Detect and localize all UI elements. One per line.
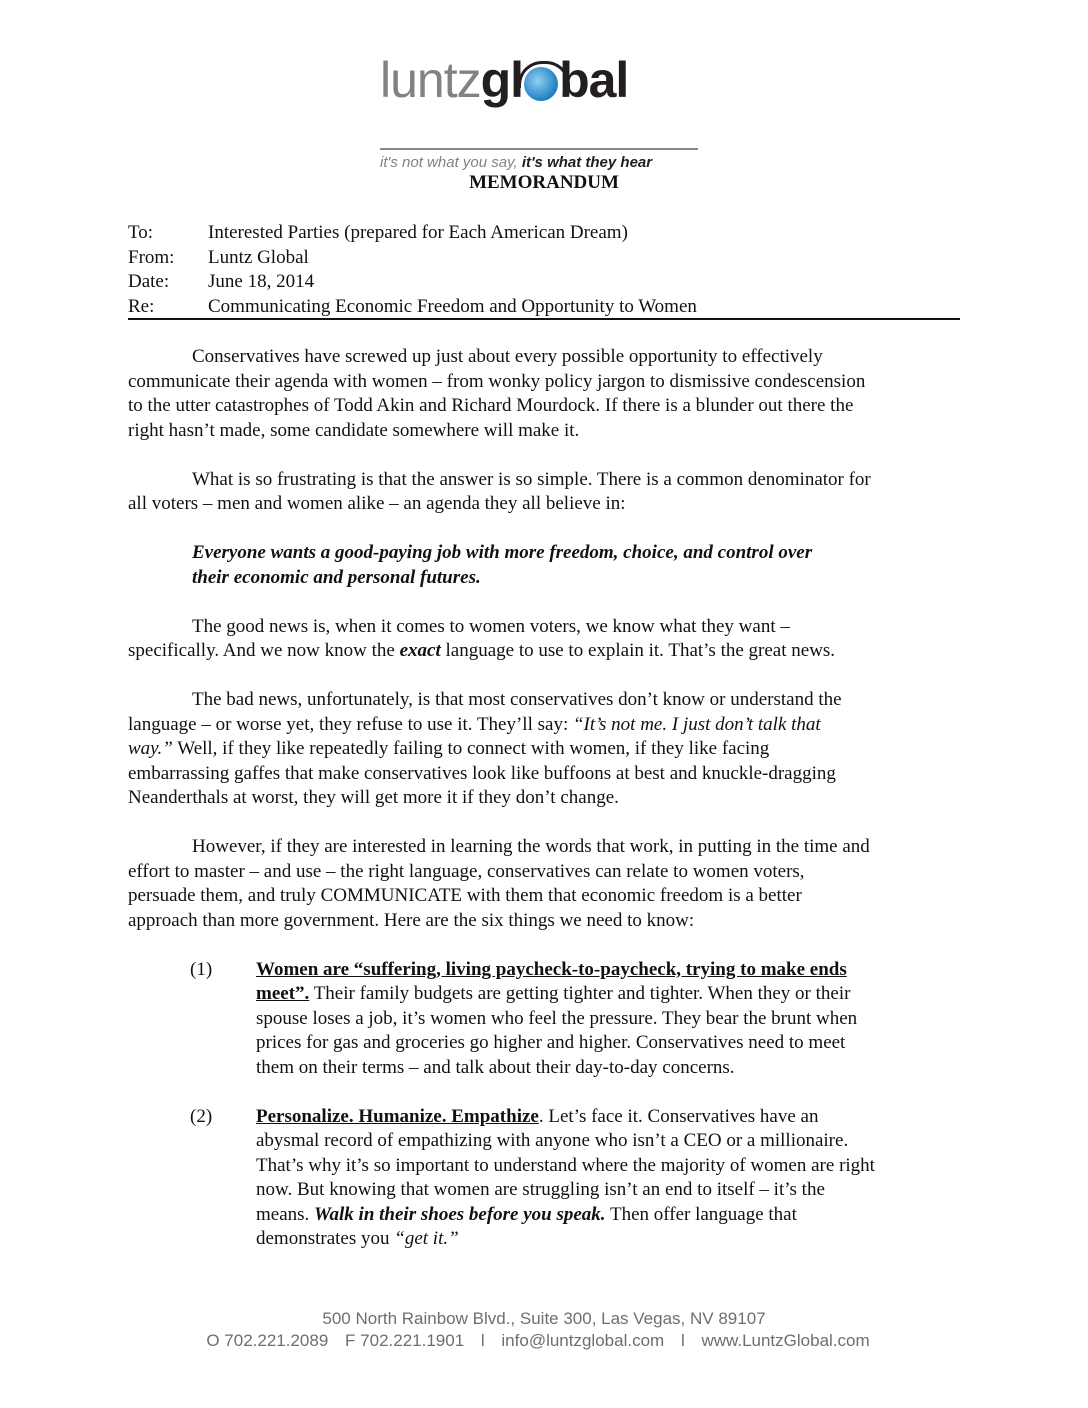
- memo-header: [128, 221, 960, 319]
- item-2-line: That’s why it’s so important to understand where the majority of women are right: [256, 1154, 875, 1176]
- item-1-line: prices for gas and groceries go higher and higher. Conservatives need to meet: [256, 1032, 846, 1053]
- logo-tagline: [380, 154, 652, 171]
- date-value: June 18, 2014: [208, 271, 315, 292]
- p4-line: embarrassing gaffes that make conservatives look like buffoons at best and knuckle-dragging: [128, 762, 836, 784]
- list-item-1: [190, 958, 960, 1081]
- p5-line: approach than more government. Here are the six things we need to know:: [128, 909, 695, 931]
- logo-divider: [380, 148, 698, 150]
- p2-line: What is so frustrating is that the answer is so simple. There is a common denominator for: [192, 468, 871, 490]
- list-number: (1): [190, 958, 213, 980]
- callout-line: their economic and personal futures.: [192, 566, 481, 588]
- item-2-emphasis: Walk in their shoes before you speak.: [314, 1203, 606, 1225]
- p4-text: language – or worse yet, they refuse to use it. They’ll say:: [128, 713, 573, 735]
- footer-contacts: [0, 1330, 1088, 1352]
- list-item-2: [190, 1105, 960, 1252]
- item-1-heading: meet”.: [256, 983, 310, 1004]
- re-label: Re:: [128, 295, 155, 317]
- list-item-text: [256, 958, 857, 1081]
- header-re-row: [128, 295, 960, 320]
- logo-word-bal: bal: [559, 52, 629, 108]
- logo-word-gl: gl: [480, 52, 524, 108]
- item-1-line: them on their terms – and talk about their day-to-day concerns.: [256, 1056, 735, 1078]
- item-1-heading: Women are “suffering, living paycheck-to-paycheck, trying to make ends: [256, 958, 847, 980]
- p5-line: persuade them, and truly COMMUNICATE with them that economic freedom is a better: [128, 885, 802, 906]
- p5-line: However, if they are interested in learning the words that work, in putting in the time and: [192, 836, 870, 857]
- footer-address: 500 North Rainbow Blvd., Suite 300, Las Vegas, NV 89107: [322, 1309, 766, 1328]
- footer-website: www.LuntzGlobal.com: [701, 1331, 870, 1350]
- footer-separator: l: [680, 1331, 685, 1350]
- paragraph-3: [128, 615, 960, 664]
- p1-line: to the utter catastrophes of Todd Akin and Richard Mourdock. If there is a blunder out there the: [128, 395, 854, 416]
- memo-body: [128, 345, 960, 1276]
- key-message-callout: [192, 541, 960, 590]
- paragraph-2: [128, 468, 960, 517]
- logo-wordmark: [380, 50, 628, 110]
- footer-separator: l: [480, 1331, 485, 1350]
- item-2-quote: “get it.”: [394, 1228, 459, 1249]
- tagline-part-1: it's not what you say,: [380, 154, 518, 171]
- item-2-text: means.: [256, 1203, 315, 1225]
- date-label: Date:: [128, 271, 170, 292]
- item-2-text: . Let’s face it. Conservatives have an: [538, 1105, 819, 1127]
- p1-line: Conservatives have screwed up just about every possible opportunity to effectively: [192, 346, 823, 367]
- tagline-part-2: it's what they hear: [521, 154, 653, 171]
- to-label: To:: [128, 222, 154, 243]
- p3-emphasis: exact: [399, 640, 441, 661]
- item-2-text: demonstrates you: [256, 1228, 395, 1249]
- header-date-row: [128, 270, 960, 295]
- p1-line: right hasn’t made, some candidate somewhere will make it.: [128, 419, 580, 441]
- item-2-line: now. But knowing that women are struggling isn’t an end to itself – it’s the: [256, 1179, 825, 1200]
- item-2-text: Then offer language that: [605, 1203, 797, 1225]
- p4-quote: way.”: [128, 738, 173, 759]
- p4-text: Well, if they like repeatedly failing to connect with women, if they like facing: [172, 738, 770, 759]
- footer-fax: F 702.221.1901: [345, 1331, 465, 1350]
- footer-email: info@luntzglobal.com: [501, 1331, 665, 1350]
- p3-text: specifically. And we now know the: [128, 640, 400, 661]
- logo-word-luntz: luntz: [380, 52, 481, 108]
- paragraph-5: [128, 835, 960, 933]
- p1-line: communicate their agenda with women – from wonky policy jargon to dismissive condescension: [128, 370, 866, 392]
- header-divider: [128, 318, 960, 320]
- p4-line: Neanderthals at worst, they will get more it if they don’t change.: [128, 787, 619, 808]
- header-to-row: [128, 221, 960, 246]
- p4-quote: “It’s not me. I just don’t talk that: [572, 713, 821, 735]
- item-2-line: abysmal record of empathizing with anyone who isn’t a CEO or a millionaire.: [256, 1130, 849, 1151]
- letterhead-footer: [0, 1308, 1088, 1352]
- re-value: Communicating Economic Freedom and Opportunity to Women: [208, 295, 697, 317]
- p4-line: The bad news, unfortunately, is that most conservatives don’t know or understand the: [192, 689, 842, 710]
- paragraph-4: [128, 688, 960, 811]
- list-number: (2): [190, 1105, 213, 1127]
- item-1-line: spouse loses a job, it’s women who feel the pressure. They bear the brunt when: [256, 1007, 858, 1029]
- p3-text: language to use to explain it. That’s the great news.: [440, 640, 836, 661]
- header-from-row: [128, 246, 960, 271]
- paragraph-1: [128, 345, 960, 443]
- list-item-text: [256, 1105, 875, 1252]
- company-logo: [380, 50, 710, 171]
- callout-line: Everyone wants a good-paying job with more freedom, choice, and control over: [192, 542, 813, 563]
- globe-headphones-icon: [524, 67, 558, 101]
- p3-line: The good news is, when it comes to women voters, we know what they want –: [192, 615, 790, 637]
- p5-line: effort to master – and use – the right language, conservatives can relate to women voters,: [128, 860, 805, 882]
- from-value: Luntz Global: [208, 246, 309, 268]
- from-label: From:: [128, 246, 175, 268]
- numbered-list: [128, 958, 960, 1252]
- footer-office-phone: O 702.221.2089: [206, 1331, 329, 1350]
- to-value: Interested Parties (prepared for Each American Dream): [208, 222, 628, 243]
- item-1-text: Their family budgets are getting tighter and tighter. When they or their: [309, 983, 851, 1004]
- p2-line: all voters – men and women alike – an agenda they all believe in:: [128, 493, 626, 514]
- memo-title: MEMORANDUM: [469, 172, 619, 193]
- item-2-heading: Personalize. Humanize. Empathize: [256, 1105, 539, 1127]
